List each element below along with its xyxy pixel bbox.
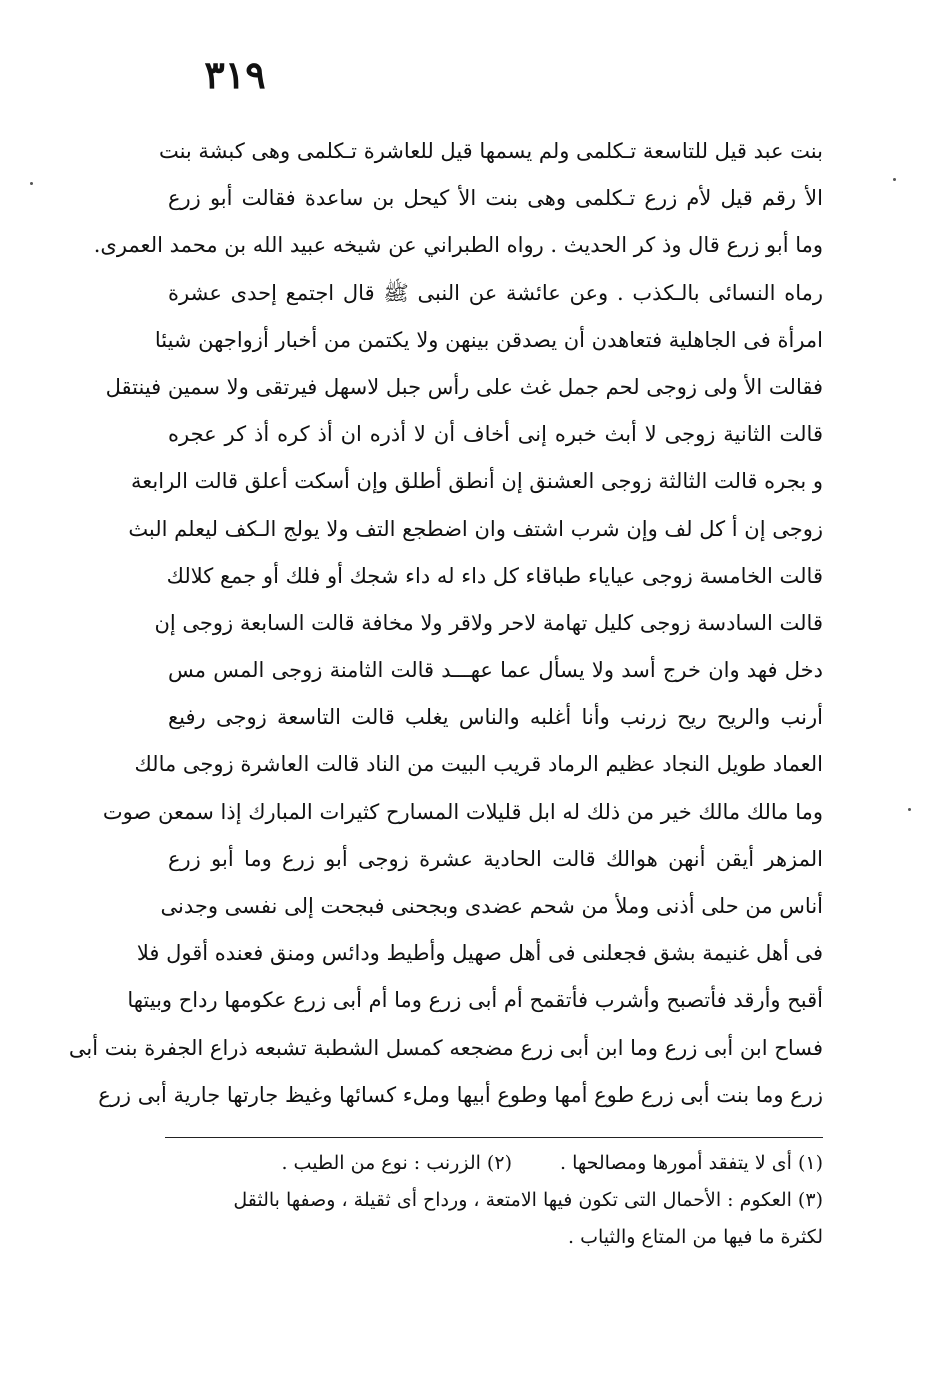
footnote-row — [168, 1145, 823, 1182]
text-line: رماه النسائى بالـكذب . وعن عائشة عن النبى ﷺ قال اجتمع إحدى عشرة — [168, 280, 823, 305]
text-line: فساح ابن أبى زرع وما ابن أبى زرع مضجعه كمسل الشطبة تشبعه ذراع الجفرة بنت أبى — [68, 1035, 823, 1060]
text-line: فقالت الأ ولى زوجى لحم جمل غث على رأس جبل لاسهل فيرتقى ولا سمين فينتقل — [105, 374, 823, 399]
scan-speck — [30, 182, 33, 185]
text-line: أناس من حلى أذنى وملأ من شحم عضدى وبجحنى فبجحت إلى نفسى وجدنى — [160, 894, 823, 918]
text-line: العماد طويل النجاد عظيم الرماد قريب البيت من الناد قالت العاشرة زوجى مالك — [134, 752, 823, 777]
page-number: ٣١٩ — [204, 52, 266, 97]
text-line: وما أبو زرع قال وذ كر الحديث . رواه الطبراني عن شيخه عبيد الله بن محمد العمرى. — [93, 233, 823, 258]
text-line: الأ رقم قيل لأم زرع تـكلمى وهى بنت الأ كيحل بن ساعدة فقالت أبو زرع — [168, 186, 823, 211]
text-line: وما مالك مالك خير من ذلك له ابل قليلات المسارح كثيرات المبارك إذا سمعن صوت — [102, 799, 823, 824]
footnote-divider — [165, 1137, 823, 1138]
scan-speck — [908, 808, 911, 811]
footnote-3-line-1: (٣) العكوم : الأحمال التى تكون فيها الامتعة ، ورداح أى ثقيلة ، وصفها بالثقل — [233, 1189, 823, 1211]
scan-speck — [893, 178, 896, 181]
footnote-1: (١) أى لا يتفقد أمورها ومصالحها . — [559, 1152, 823, 1174]
text-line: فى أهل غنيمة بشق فجعلنى فى أهل صهيل وأطيط ودائس ومنق فعنده أقول فلا — [136, 941, 823, 966]
text-line: امرأة فى الجاهلية فتعاهدن أن يصدقن بينهن ولا يكتمن من أخبار أزواجهن شيئا — [154, 327, 823, 352]
text-line: قالت السادسة زوجى كليل تهامة لاحر ولاقر ولا مخافة قالت السابعة زوجى إن — [154, 610, 823, 635]
footnote-3-line-2: لكثرة ما فيها من المتاع والثياب . — [568, 1226, 823, 1248]
footnote-2: (٢) الزرنب : نوع من الطيب . — [281, 1152, 512, 1174]
text-line: أقبح وأرقد فأتصبح وأشرب فأتقمح أم أبى زرع وما أم أبى زرع عكومها رداح وبيتها — [127, 988, 823, 1013]
text-line: قالت الخامسة زوجى عياياء طباقاء كل داء له داء شجك أو فلك أو جمع كلالك — [166, 563, 823, 588]
text-line: بنت عبد قيل للتاسعة تـكلمى ولم يسمها قيل للعاشرة تـكلمى وهى كبشة بنت — [158, 139, 823, 163]
text-line: زوجى إن أ كل لف وإن شرب اشتف وان اضطجع التف ولا يولج الـكف ليعلم البث — [128, 516, 823, 541]
text-line: دخل فهد وان خرج أسد ولا يسأل عما عهـــد قالت الثامنة زوجى المس مس — [168, 658, 823, 683]
text-line: زرع وما بنت أبى زرع طوع أمها وطوع أبيها وملء كسائها وغيظ جارتها جارية أبى زرع — [98, 1082, 823, 1107]
text-line: قالت الثانية زوجى لا أبث خبره إنى أخاف أن لا أذره ان أذ كره أذ كر عجره — [168, 422, 823, 447]
main-text-block — [68, 128, 823, 1119]
text-line: أرنب والريح ريح زرنب وأنا أغلبه والناس يغلب قالت التاسعة زوجى رفيع — [168, 705, 823, 730]
text-line: المزهر أيقن أنهن هوالك قالت الحادية عشرة زوجى أبو زرع وما أبو زرع — [168, 846, 823, 871]
footnotes-block — [168, 1145, 823, 1256]
text-line: و بجره قالت الثالثة زوجى العشنق إن أنطق أطلق وإن أسكت أعلق قالت الرابعة — [131, 469, 823, 494]
